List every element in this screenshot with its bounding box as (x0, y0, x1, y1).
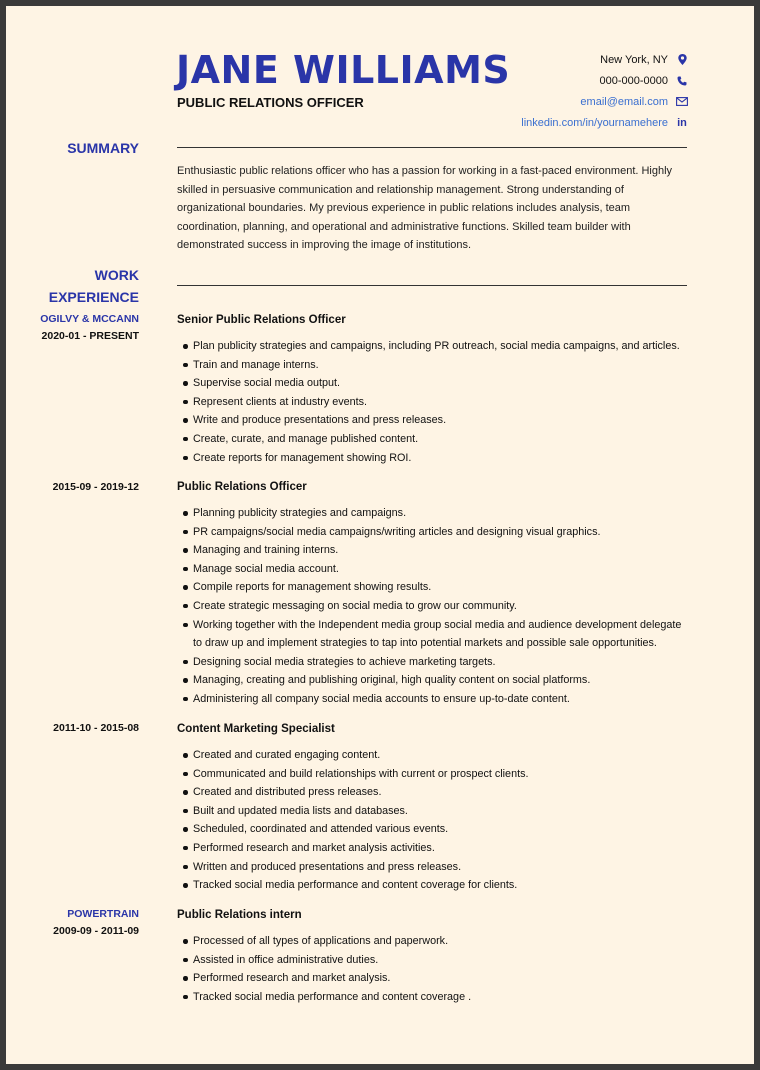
job-company: POWERTRAIN (67, 908, 139, 920)
job-title: Public Relations intern (177, 909, 302, 921)
list-item: Supervise social media output. (177, 374, 687, 393)
experience-heading-line2: EXPERIENCE (48, 289, 139, 305)
list-item: Performed research and market analysis activities. (177, 839, 687, 858)
contact-phone-text: 000-000-0000 (599, 74, 668, 87)
list-item: Assisted in office administrative duties. (177, 951, 687, 970)
list-item: Managing and training interns. (177, 541, 687, 560)
list-item: Plan publicity strategies and campaigns, including PR outreach, social media campaigns, and articles. (177, 337, 687, 356)
list-item: Create, curate, and manage published content. (177, 430, 687, 449)
list-item: Train and manage interns. (177, 356, 687, 375)
list-item: Write and produce presentations and press releases. (177, 411, 687, 430)
summary-divider (177, 147, 687, 148)
job-bullets (177, 746, 687, 895)
job-bullets (177, 504, 687, 709)
job-meta (40, 311, 139, 345)
list-item: Tracked social media performance and content coverage for clients. (177, 876, 687, 895)
list-item: Tracked social media performance and content coverage . (177, 988, 687, 1007)
job-bullets (177, 337, 687, 467)
contact-linkedin-link[interactable]: linkedin.com/in/yournamehere (521, 116, 668, 129)
list-item: Create reports for management showing ROI. (177, 449, 687, 468)
list-item: Managing, creating and publishing original, high quality content on social platforms. (177, 671, 687, 690)
contact-phone (368, 70, 688, 91)
list-item: Written and produced presentations and press releases. (177, 858, 687, 877)
contact-email-link[interactable]: email@email.com (580, 95, 668, 108)
list-item: Built and updated media lists and databases. (177, 802, 687, 821)
list-item: Designing social media strategies to achieve marketing targets. (177, 653, 687, 672)
envelope-icon (676, 97, 688, 106)
list-item: PR campaigns/social media campaigns/writing articles and designing visual graphics. (177, 523, 687, 542)
job-title: Public Relations Officer (177, 481, 307, 493)
contact-location-text: New York, NY (600, 53, 668, 66)
candidate-role: PUBLIC RELATIONS OFFICER (177, 95, 364, 110)
experience-divider (177, 285, 687, 286)
linkedin-icon: in (677, 116, 687, 129)
job-meta (53, 720, 139, 737)
job-meta (53, 479, 139, 496)
location-pin-icon (676, 54, 688, 65)
job-dates: 2020-01 - PRESENT (41, 330, 139, 342)
job-dates: 2011-10 - 2015-08 (53, 722, 139, 734)
summary-heading: SUMMARY (67, 140, 139, 156)
contact-email[interactable] (368, 91, 688, 112)
list-item: Compile reports for management showing results. (177, 578, 687, 597)
contact-block (368, 49, 688, 133)
job-dates: 2015-09 - 2019-12 (52, 481, 139, 493)
list-item: Created and curated engaging content. (177, 746, 687, 765)
summary-text: Enthusiastic public relations officer who has a passion for working in a fast-paced environment. Highly skilled in persuasive communication and relationship management. Strong understanding of organizational boundaries. My previous experience in public relations includes analysis, team coordination, planning, and operational and administrative functions. Skilled team builder with demonstrated success in improving the image of institutions. (177, 165, 673, 252)
job-title: Content Marketing Specialist (177, 723, 335, 735)
list-item: Represent clients at industry events. (177, 393, 687, 412)
list-item: Administering all company social media accounts to ensure up-to-date content. (177, 690, 687, 709)
job-company: OGILVY & MCCANN (40, 313, 139, 325)
resume-page (6, 6, 754, 1064)
list-item: Planning publicity strategies and campaigns. (177, 504, 687, 523)
list-item: Performed research and market analysis. (177, 969, 687, 988)
experience-heading-line1: WORK (94, 267, 139, 283)
phone-icon (676, 76, 688, 86)
job-dates: 2009-09 - 2011-09 (53, 925, 139, 937)
job-bullets (177, 932, 687, 1006)
contact-linkedin[interactable] (368, 112, 688, 133)
list-item: Created and distributed press releases. (177, 783, 687, 802)
job-meta (53, 906, 139, 940)
list-item: Communicated and build relationships with current or prospect clients. (177, 765, 687, 784)
job-title: Senior Public Relations Officer (177, 314, 346, 326)
list-item: Manage social media account. (177, 560, 687, 579)
list-item: Working together with the Independent media group social media and audience development delegate to draw up and implement strategies to tap into potential markets and possible sale opportunities. (177, 616, 687, 653)
list-item: Processed of all types of applications and paperwork. (177, 932, 687, 951)
contact-location (368, 49, 688, 70)
candidate-name: JANE WILLIAMS (176, 48, 511, 92)
experience-heading (49, 264, 139, 308)
list-item: Create strategic messaging on social media to grow our community. (177, 597, 687, 616)
list-item: Scheduled, coordinated and attended various events. (177, 820, 687, 839)
